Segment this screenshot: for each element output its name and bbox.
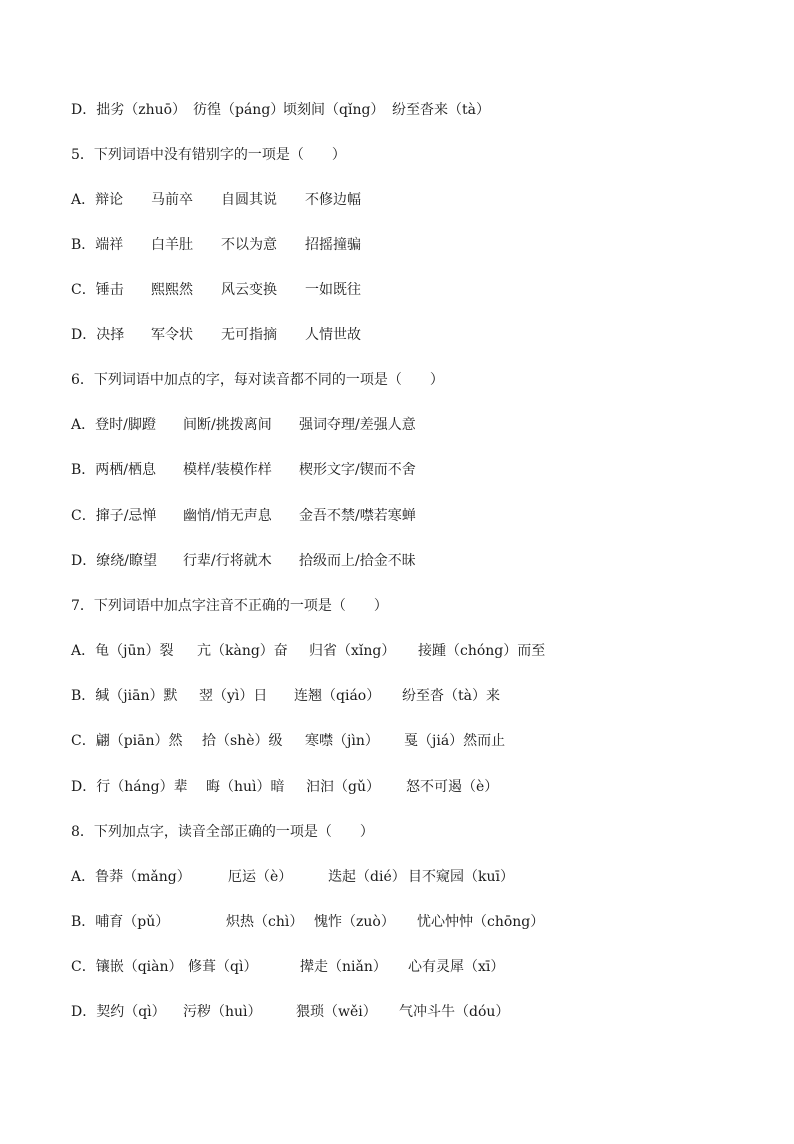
option-text: 心有灵犀（xī） [408, 959, 505, 975]
option-text: C．锤击 [71, 282, 124, 298]
option-text: 自圆其说 [221, 192, 277, 208]
question-6-option-a [71, 413, 416, 437]
option-text: C．翩（piān）然 [71, 733, 183, 749]
option-text: 马前卒 [151, 192, 193, 208]
option-text: 模样/装模作样 [183, 462, 272, 478]
question-6-option-d [71, 549, 416, 573]
question-5-stem [71, 143, 346, 167]
option-text: 猥琐（wěi） [296, 1004, 377, 1020]
option-text: 顷刻间（qǐng） [283, 102, 385, 118]
option-text: 戛（jiá）然而止 [404, 733, 506, 749]
question-5-option-a [71, 188, 361, 212]
question-5-option-d [71, 323, 361, 347]
option-text: 亢（kàng）奋 [197, 643, 288, 659]
option-text: 无可指摘 [221, 327, 277, 343]
option-text: A．鲁莽（mǎng） [71, 869, 191, 885]
option-text: B．两栖/栖息 [71, 462, 157, 478]
option-text: B．端祥 [71, 237, 124, 253]
option-text: D．拙劣（zhuō） [71, 102, 187, 118]
question-text: 8．下列加点字，读音全部正确的一项是（ ） [71, 824, 374, 840]
option-text: C．撺子/忌惮 [71, 508, 157, 524]
option-text: 寒噤（jìn） [305, 733, 379, 749]
option-text: 连翘（qiáo） [294, 688, 381, 704]
option-text: D．缭绕/瞭望 [71, 553, 157, 569]
option-text: D．契约（qì） [71, 1004, 166, 1020]
option-text: 风云变换 [221, 282, 277, 298]
option-text: 撵走（niǎn） [300, 959, 387, 975]
question-6-stem [71, 368, 444, 392]
question-8-stem [71, 820, 374, 844]
option-text: 归省（xǐng） [309, 643, 396, 659]
option-text: C．镶嵌（qiàn） [71, 959, 183, 975]
option-text: 目不窥园（kuī） [408, 869, 514, 885]
option-text: 不修边幅 [305, 192, 361, 208]
option-text: 强词夺理/差强人意 [299, 417, 416, 433]
option-text: 气冲斗牛（dóu） [399, 1004, 510, 1020]
question-6-option-b [71, 458, 416, 482]
option-text: 间断/挑拨离间 [183, 417, 272, 433]
option-text: 纷至沓来（tà） [392, 102, 490, 118]
option-text: 愧怍（zuò） [314, 914, 395, 930]
option-text: 一如既往 [305, 282, 361, 298]
option-text: 接踵（chóng）而至 [418, 643, 546, 659]
question-7-option-c [71, 729, 506, 753]
question-7-option-a [71, 639, 546, 663]
question-7-stem [71, 594, 388, 618]
question-7-option-b [71, 684, 500, 708]
question-8-option-d [71, 1000, 510, 1024]
option-text: 拾级而上/拾金不昧 [299, 553, 416, 569]
option-text: D．决择 [71, 327, 125, 343]
question-7-option-d [71, 775, 499, 799]
option-text: 修葺（qì） [188, 959, 258, 975]
option-text: 忧心忡忡（chōng） [417, 914, 545, 930]
option-text: B．哺育（pǔ） [71, 914, 170, 930]
question-text: 7．下列词语中加点字注音不正确的一项是（ ） [71, 598, 388, 614]
option-text: 白羊肚 [151, 237, 193, 253]
option-text: 污秽（huì） [183, 1004, 262, 1020]
option-text: B．缄（jiān）默 [71, 688, 178, 704]
option-text: 炽热（chì） [226, 914, 304, 930]
option-text: 军令状 [151, 327, 193, 343]
question-text: 6．下列词语中加点的字，每对读音都不同的一项是（ ） [71, 372, 444, 388]
option-text: 翌（yì）日 [199, 688, 268, 704]
question-5-option-b [71, 233, 361, 257]
option-text: 熙熙然 [151, 282, 193, 298]
question-4-option-d [71, 98, 490, 122]
question-8-option-a [71, 865, 514, 889]
option-text: 金吾不禁/噤若寒蝉 [299, 508, 416, 524]
question-5-option-c [71, 278, 361, 302]
option-text: 楔形文字/锲而不舍 [299, 462, 416, 478]
question-8-option-b [71, 910, 545, 934]
option-text: 不以为意 [221, 237, 277, 253]
option-text: 晦（huì）暗 [206, 779, 285, 795]
option-text: A．龟（jūn）裂 [71, 643, 174, 659]
option-text: A．登时/脚蹬 [71, 417, 156, 433]
question-text: 5．下列词语中没有错别字的一项是（ ） [71, 147, 346, 163]
option-text: 招摇撞骗 [305, 237, 361, 253]
option-text: 迭起（dié） [328, 869, 406, 885]
option-text: 纷至沓（tà）来 [402, 688, 500, 704]
question-8-option-c [71, 955, 505, 979]
option-text: 汩汩（gǔ） [306, 779, 380, 795]
option-text: 怒不可遏（è） [406, 779, 499, 795]
option-text: 拾（shè）级 [202, 733, 283, 749]
option-text: D．行（háng）辈 [71, 779, 188, 795]
option-text: 人情世故 [305, 327, 361, 343]
option-text: 行辈/行将就木 [183, 553, 272, 569]
option-text: 厄运（è） [228, 869, 293, 885]
option-text: 幽悄/悄无声息 [183, 508, 272, 524]
option-text: A．辩论 [71, 192, 124, 208]
question-6-option-c [71, 504, 416, 528]
option-text: 彷徨（páng） [193, 102, 285, 118]
